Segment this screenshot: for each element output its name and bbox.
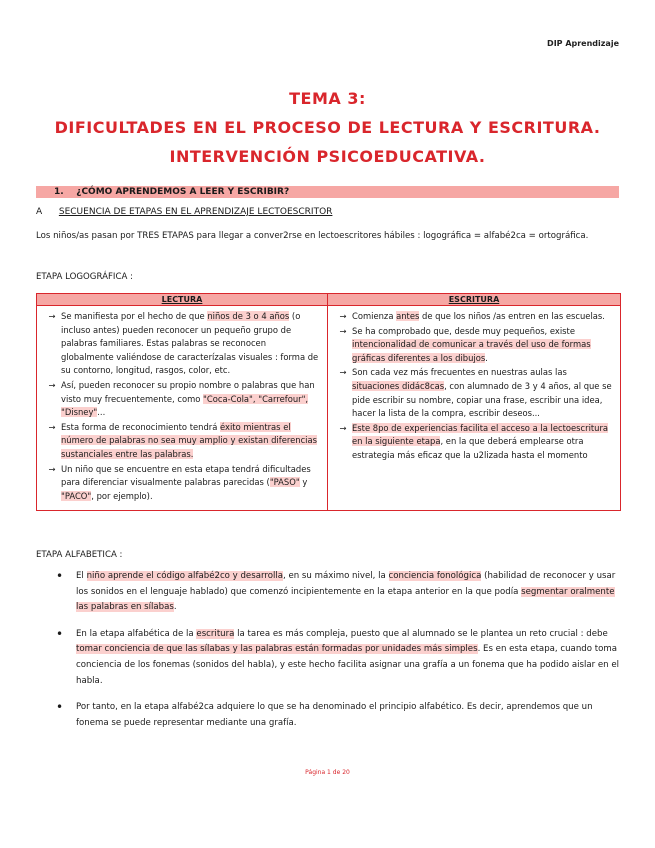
highlighted-text: "PACO" xyxy=(61,490,92,501)
writing-column-header: ESCRITURA xyxy=(328,294,621,306)
title-block xyxy=(0,84,655,171)
arrow-icon: → xyxy=(339,311,347,321)
text-segment: , con alumnado de 3 y 4 años, al que se pide escribir su nombre, copiar una frase, escribir una idea, hacer la lista de la compra, escribir deseos... xyxy=(352,380,612,419)
table-list-item xyxy=(334,366,614,420)
highlighted-text: antes xyxy=(396,311,420,321)
reading-column-header: LECTURA xyxy=(37,294,328,306)
reading-column-cell xyxy=(37,306,328,511)
highlighted-text: Este 8po de experiencias facilita el acceso a la lectoescritura en la siguiente etapa xyxy=(352,422,609,447)
text-segment: (o incluso antes) pueden reconocer un pequeño grupo de palabras familiares. Estas palabras se reconocen globalmente valiéndose de caracterízalas visuales : forma de su contorno, longitud, rasgos, color, etc. xyxy=(61,311,319,376)
text-segment: . xyxy=(485,352,488,363)
logographic-stage-label: ETAPA LOGOGRÁFICA : xyxy=(36,272,133,282)
table-list-item xyxy=(43,421,321,462)
table-list-item xyxy=(43,463,321,504)
arrow-icon: → xyxy=(48,421,56,432)
topic-title: DIFICULTADES EN EL PROCESO DE LECTURA Y ESCRITURA. xyxy=(54,118,601,137)
highlighted-text: intencionalidad de comunicar a través del uso de formas gráficas diferentes a los dibujos xyxy=(352,339,591,363)
text-segment: Son cada vez más frecuentes en nuestras aulas las xyxy=(352,367,567,378)
highlighted-text: "PASO" xyxy=(269,477,300,488)
bullet-item xyxy=(56,700,621,731)
highlighted-text: tomar conciencia de que las sílabas y las palabras están formadas por unidades más simples xyxy=(76,644,478,655)
text-segment: Se ha comprobado que, desde muy pequeños, existe xyxy=(352,325,575,336)
text-segment: , en su máximo nivel, la xyxy=(283,571,389,581)
text-segment: . xyxy=(173,602,177,613)
table-list-item xyxy=(334,310,614,324)
text-segment: ... xyxy=(97,407,106,418)
arrow-icon: → xyxy=(48,311,56,321)
list-item-text xyxy=(352,325,614,366)
list-item-text xyxy=(61,463,321,504)
text-segment: Esta forma de reconocimiento tendrá xyxy=(61,421,221,432)
text-segment: . Es en esta etapa, cuando toma conciencia de los fonemas (sonidos del habla), y este hecho facilita asignar una grafía a un fonema que ha podido aislar en el habla. xyxy=(76,644,620,686)
intro-paragraph: Los niños/as pasan por TRES ETAPAS para llegar a conver2rse en lectoescritores hábiles : logográfica = alfabé2ca = ortográfica. xyxy=(36,231,589,241)
section-number: 1. xyxy=(54,187,64,197)
text-segment: El xyxy=(76,571,87,581)
text-segment: , por ejemplo). xyxy=(91,490,153,501)
text-segment: Por tanto, en la etapa alfabé2ca adquiere lo que se ha denominado el principio alfabético. Es decir, aprendemos que un fonema se puede representar mediante una grafía. xyxy=(76,702,593,728)
highlighted-text: escritura xyxy=(196,628,235,639)
text-segment: Un niño que se encuentre en esta etapa tendrá dificultades para diferenciar visualmente palabras parecidas ( xyxy=(61,463,311,488)
highlighted-text: niños de 3 o 4 años xyxy=(207,311,290,321)
writing-column-cell xyxy=(328,306,621,511)
alphabetic-stage-bullets xyxy=(56,569,621,742)
arrow-icon: → xyxy=(48,379,56,390)
text-segment: y xyxy=(299,477,308,488)
text-segment: de que los niños /as entren en las escuelas. xyxy=(419,311,605,321)
alphabetic-stage-label: ETAPA ALFABETICA : xyxy=(36,550,123,560)
highlighted-text: éxito mientras el número de palabras no sea muy amplio y existan diferencias sustanciales entre las palabras. xyxy=(61,421,318,459)
highlighted-text: situaciones didác8cas xyxy=(352,380,445,391)
table-list-item xyxy=(334,325,614,366)
arrow-icon: → xyxy=(339,325,347,336)
section-heading: ¿CÓMO APRENDEMOS A LEER Y ESCRIBIR? xyxy=(76,187,290,197)
bullet-item xyxy=(56,569,621,616)
highlighted-text: "Coca-Cola", "Carrefour", "Disney" xyxy=(61,393,309,418)
highlighted-text: conciencia fonológica xyxy=(388,571,482,581)
section-heading-bar xyxy=(36,186,619,198)
logographic-stage-table xyxy=(36,293,621,511)
topic-subtitle: INTERVENCIÓN PSICOEDUCATIVA. xyxy=(169,147,486,166)
table-list-item xyxy=(43,379,321,420)
subsection-heading xyxy=(36,207,332,217)
text-segment: , en la que deberá emplearse otra estrategia más eficaz que la u2lizada hasta el momento xyxy=(352,436,588,460)
reading-items-list xyxy=(43,310,321,503)
text-segment: En la etapa alfabética de la xyxy=(76,628,197,639)
subsection-title: SECUENCIA DE ETAPAS EN EL APRENDIZAJE LECTOESCRITOR xyxy=(58,207,333,217)
text-segment: la tarea es más compleja, puesto que al alumnado se le plantea un reto crucial : debe xyxy=(234,628,608,639)
highlighted-text: niño xyxy=(86,571,106,581)
list-item-text xyxy=(61,421,321,462)
topic-number-title: TEMA 3: xyxy=(289,89,366,108)
list-item-text xyxy=(352,366,614,420)
list-item-text xyxy=(61,379,321,420)
highlighted-text: aprende el código alfabé2co y desarrolla xyxy=(105,571,283,581)
highlighted-text: segmentar oralmente las palabras en sílabas xyxy=(76,586,615,613)
arrow-icon: → xyxy=(339,422,347,433)
text-segment: (habilidad de reconocer y usar los sonidos en el lenguaje hablado) que comenzó incipientemente en la etapa anterior en la que podía xyxy=(76,571,616,597)
arrow-icon: → xyxy=(339,367,347,378)
arrow-icon: → xyxy=(48,463,56,474)
table-list-item xyxy=(43,310,321,378)
writing-items-list xyxy=(334,310,614,463)
page-number-footer: Página 1 de 20 xyxy=(305,769,350,776)
text-segment: Se manifiesta por el hecho de que xyxy=(61,311,208,321)
list-item-text xyxy=(61,310,321,378)
subsection-letter: A xyxy=(36,207,43,217)
document-header-label: DIP Aprendizaje xyxy=(547,39,619,48)
text-segment: Comienza xyxy=(352,311,397,321)
list-item-text xyxy=(352,422,614,463)
table-list-item xyxy=(334,422,614,463)
text-segment: Así, pueden reconocer su propio nombre o palabras que han visto muy frecuentemente, como xyxy=(61,379,315,404)
bullet-item xyxy=(56,627,621,689)
list-item-text xyxy=(352,310,605,324)
